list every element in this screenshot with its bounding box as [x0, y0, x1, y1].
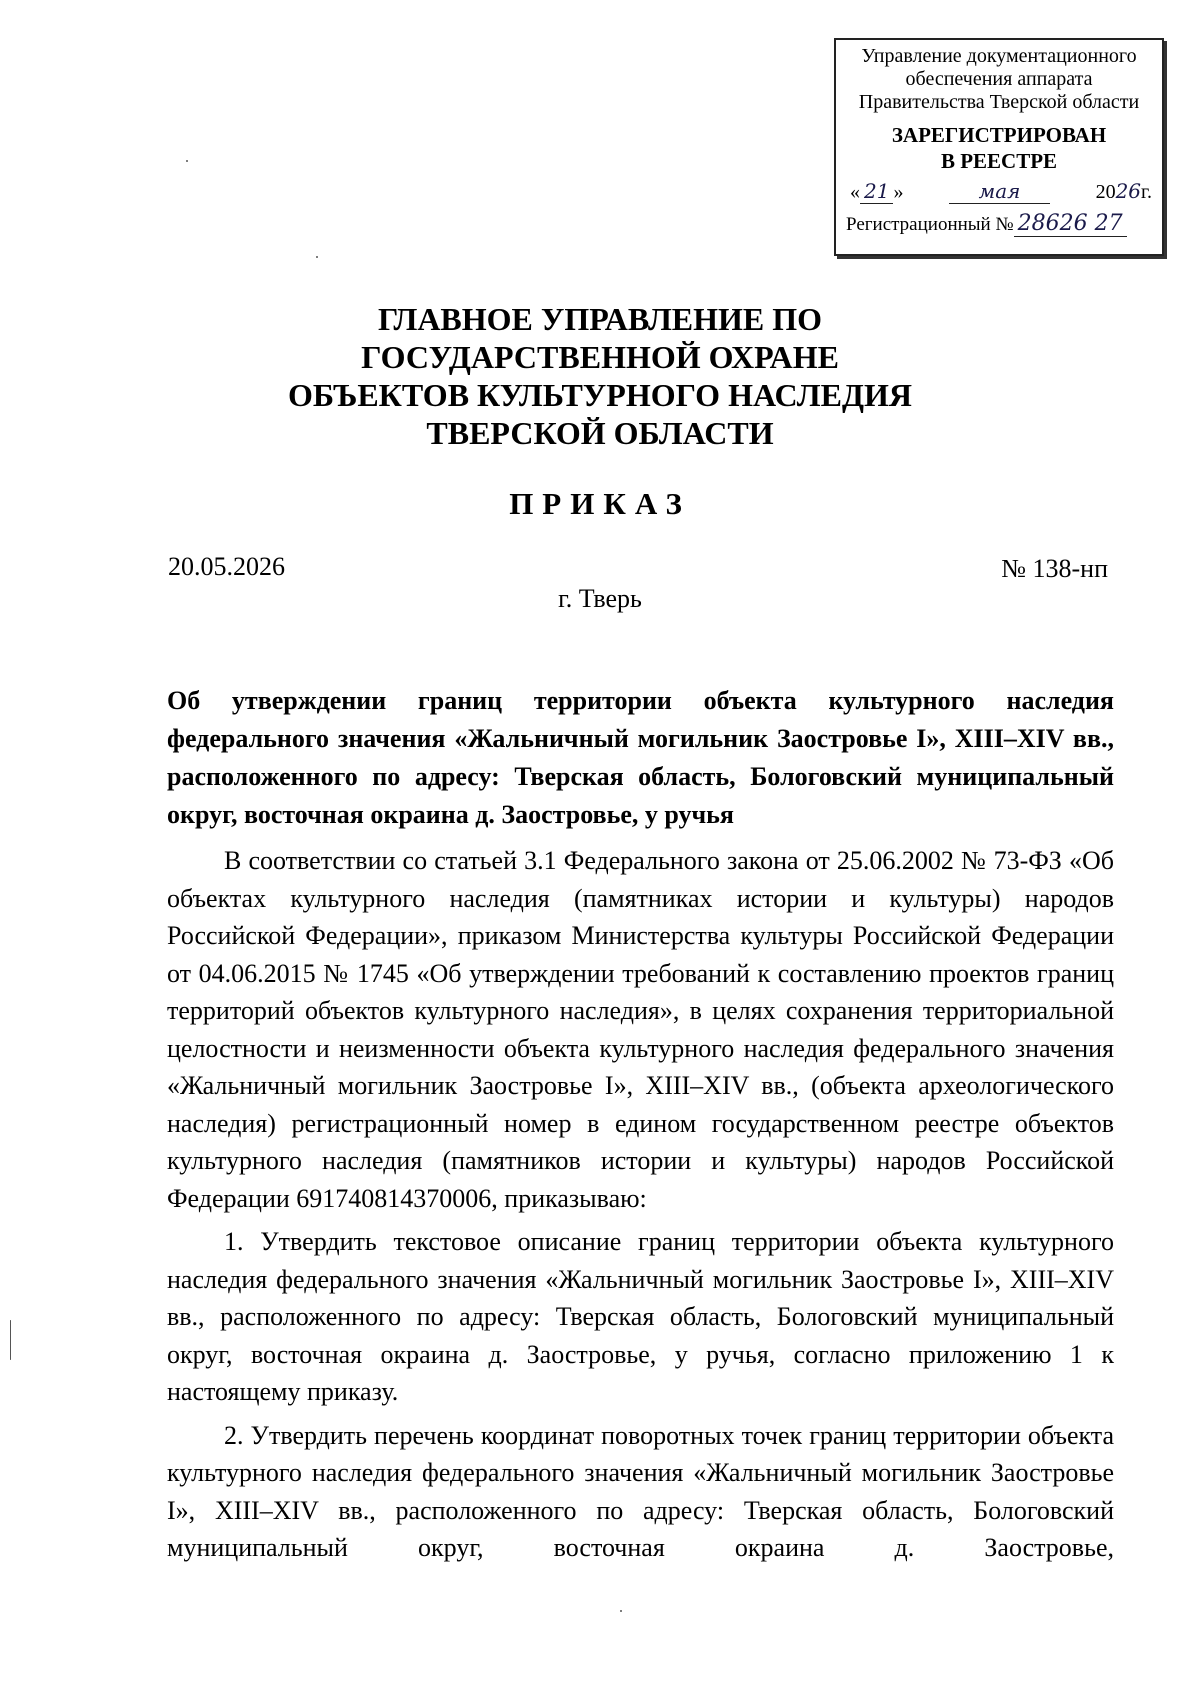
stamp-date-close: » [893, 181, 904, 203]
scan-edge-mark [10, 1320, 11, 1360]
stamp-date [840, 180, 1158, 204]
registration-stamp [834, 38, 1164, 256]
document-type: ПРИКАЗ [509, 486, 691, 521]
stamp-org-line: Правительства Тверской области [858, 91, 1140, 113]
stamp-date-year-hand: 26 [1115, 179, 1142, 203]
stamp-organization [840, 45, 1158, 114]
stamp-date-year-suffix: г. [1141, 181, 1152, 203]
stamp-date-day-hand: 21 [860, 179, 893, 204]
order-item-1: 1. Утвердить текстовое описание границ территории объекта культурного наследия федерального значения «Жальничный могильник Заостровье I», XIII–XIV вв., расположенного по адресу: Тверская область, Бологовский муниципальный округ, восточная окраина д. Заостровье, у ручья, согласно приложению 1 к настоящему приказу. [167, 1227, 1114, 1406]
stamp-org-line: Управление документационного [861, 45, 1137, 67]
preamble-paragraph: В соответствии со статьей 3.1 Федерального закона от 25.06.2002 № 73-ФЗ «Об объектах культурного наследия (памятниках истории и культуры) народов Российской Федерации», приказом Министерства культуры Российской Федерации от 04.06.2015 № 1745 «Об утверждении требований к составлению проектов границ территорий объектов культурного наследия», в целях сохранения территориальной целостности и неизменности объекта культурного наследия федерального значения «Жальничный могильник Заостровье I», XIII–XIV вв., (объекта археологического наследия) регистрационный номер в едином государственном реестре объектов культурного наследия (памятников истории и культуры) народов Российской Федерации 691740814370006, приказываю: [167, 846, 1114, 1213]
stamp-org-line: обеспечения аппарата [905, 68, 1093, 90]
order-item-2: 2. Утвердить перечень координат поворотных точек границ территории объекта культурного наследия федерального значения «Жальничный могильник Заостровье I», XIII–XIV вв., расположенного по адресу: Тверская область, Бологовский муниципальный округ, восточная окраина д. Заостровье, [167, 1420, 1114, 1562]
stamp-status-line: ЗАРЕГИСТРИРОВАН [891, 123, 1107, 147]
heading-line: ГЛАВНОЕ УПРАВЛЕНИЕ ПО [377, 301, 823, 337]
heading-line: ГОСУДАРСТВЕННОЙ ОХРАНЕ [361, 339, 839, 375]
stamp-date-year-prefix: 20 [1095, 181, 1116, 203]
heading-line: ТВЕРСКОЙ ОБЛАСТИ [426, 415, 774, 451]
scan-speck [186, 160, 188, 162]
scan-speck [316, 256, 318, 258]
scan-speck [620, 1610, 622, 1612]
order-date: 20.05.2026 [168, 552, 285, 581]
stamp-date-open: « [850, 181, 860, 203]
heading-line: ОБЪЕКТОВ КУЛЬТУРНОГО НАСЛЕДИЯ [288, 377, 912, 413]
order-body [167, 842, 1114, 1567]
stamp-reg-label: Регистрационный № [846, 214, 1014, 235]
stamp-status-line: В РЕЕСТРЕ [940, 149, 1058, 173]
stamp-status [840, 122, 1158, 174]
stamp-date-day [850, 180, 903, 204]
order-number: № 138-нп [1001, 554, 1108, 583]
agency-heading [0, 300, 1200, 452]
stamp-reg-number: 28626 27 [1014, 211, 1127, 237]
order-city: г. Тверь [558, 584, 642, 613]
stamp-date-month: мая [949, 180, 1051, 204]
stamp-registration [840, 212, 1158, 236]
stamp-date-year [1096, 180, 1152, 204]
order-title: Об утверждении границ территории объекта культурного наследия федерального значения «Жальничный могильник Заостровье I», XIII–XIV вв., расположенного по адресу: Тверская область, Бологовский муниципальный округ, восточная окраина д. Заостровье, у ручья [167, 686, 1114, 829]
